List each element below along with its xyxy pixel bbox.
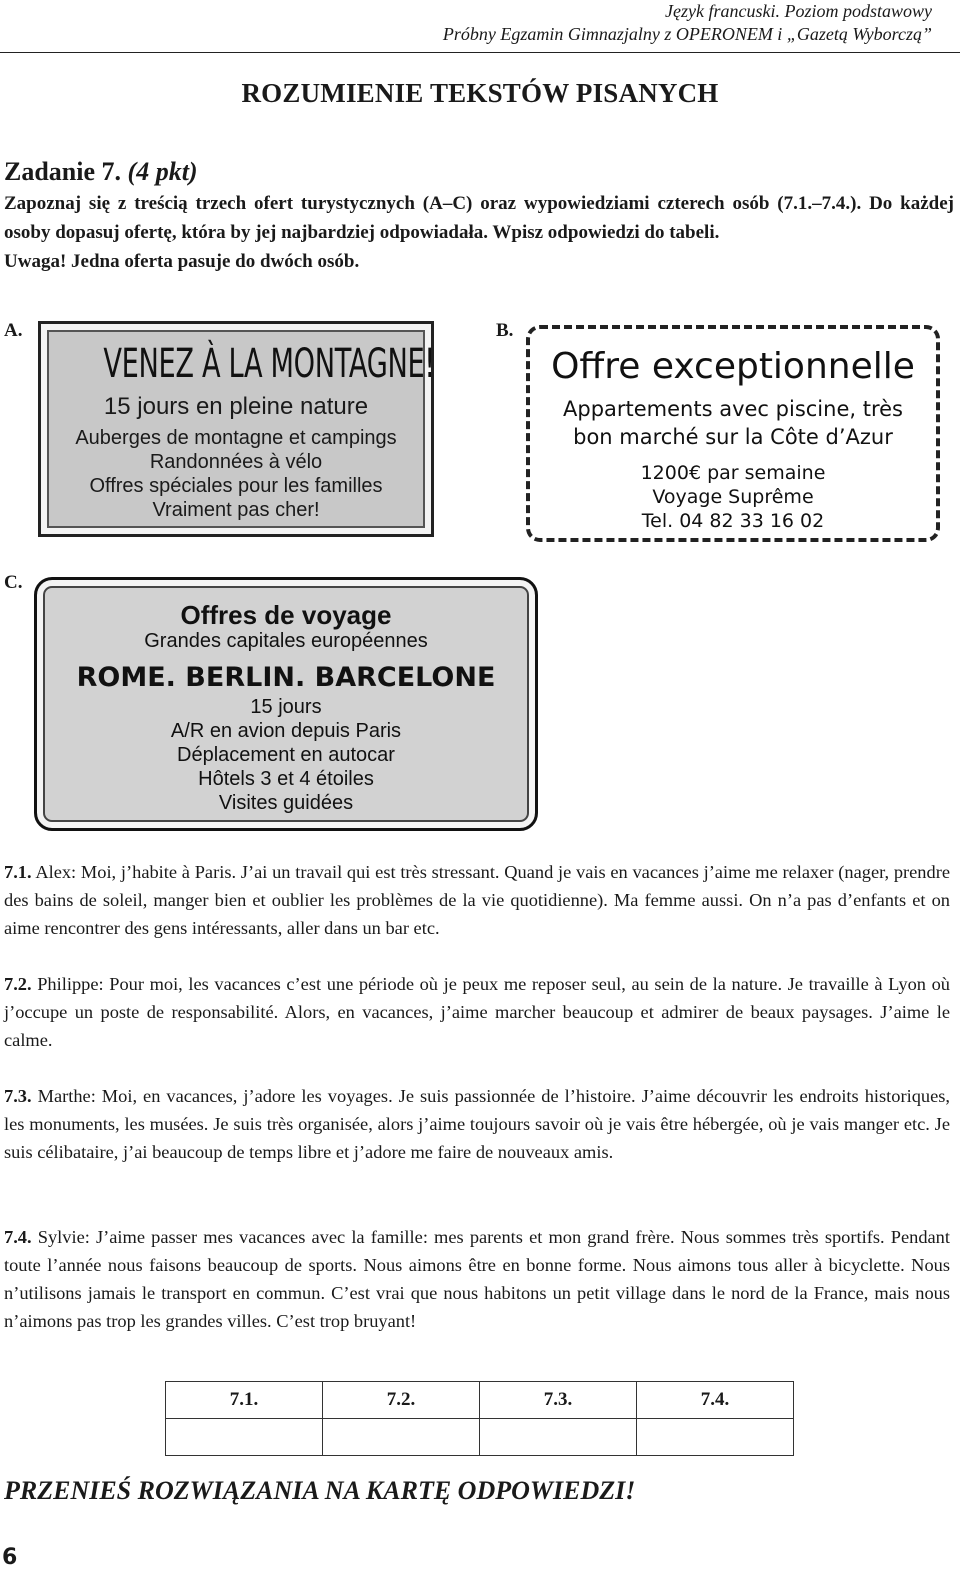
offer-c-line: 15 jours: [250, 696, 322, 718]
statement-text: Marthe: Moi, en vacances, j’adore les voyages. Je suis passionnée de l’histoire. J’aime découvrir les endroits historiques, les monuments, les musées. Je suis très organisée, alors j’aime toujours savoir où je vais être hébergée, où je vais manger etc. Je suis célibataire, j’ai beaucoup de temps libre et j’adore me faire de nouveaux amis.: [4, 1086, 950, 1162]
offer-b-headline: Offre exceptionnelle: [551, 346, 915, 387]
task-points: (4 pkt): [127, 157, 198, 186]
offer-c-letter: C.: [4, 572, 23, 593]
offer-a-line: Offres spéciales pour les familles: [89, 475, 383, 497]
task-number: Zadanie 7.: [4, 157, 122, 186]
header-exam: Próbny Egzamin Gimnazjalny z OPERONEM i „Gazetą Wyborczą”: [442, 24, 932, 44]
offer-c-line: Hôtels 3 et 4 étoiles: [198, 768, 374, 790]
offer-b-box: [526, 325, 940, 542]
statement-7-2: [4, 970, 950, 1054]
offer-c-line: A/R en avion depuis Paris: [170, 720, 402, 742]
task-note: Uwaga! Jedna oferta pasuje do dwóch osób.: [4, 251, 360, 272]
statement-number: 7.4.: [4, 1227, 32, 1247]
answer-cell-7-3[interactable]: [480, 1419, 637, 1456]
offer-a-headline: VENEZ À LA MONTAGNE!: [103, 341, 435, 387]
answer-table: [165, 1381, 794, 1456]
statement-7-3: [4, 1082, 950, 1166]
answer-header-cell: 7.1.: [166, 1382, 323, 1419]
statement-7-4: [4, 1223, 950, 1335]
offer-c-line: Visites guidées: [218, 792, 354, 814]
offer-a-line: Auberges de montagne et campings: [75, 427, 397, 449]
statement-text: Sylvie: J’aime passer mes vacances avec la famille: mes parents et mon grand frère. Nous sommes très sportifs. Pendant toute l’année nous faisons beaucoup de sports. Nous aimons être en bonne forme. Nous aimons tous aller à bicyclette. Nous n’utilisons jamais le transport en commun. C’est vrai que nous habitons un petit village dans le nord de la France, mais nous n’aimons pas trop les grandes villes. C’est trop bruyant!: [4, 1227, 950, 1331]
offer-b-line: 1200€ par semaine: [640, 462, 826, 484]
offer-a-line: Vraiment pas cher!: [152, 499, 320, 521]
answer-cell-7-1[interactable]: [166, 1419, 323, 1456]
footer-instruction: PRZENIEŚ ROZWIĄZANIA NA KARTĘ ODPOWIEDZI!: [4, 1476, 636, 1505]
statement-number: 7.1.: [4, 862, 32, 882]
task-block: [4, 155, 954, 276]
task-instruction: Zapoznaj się z treścią trzech ofert turystycznych (A–C) oraz wypowiedziami czterech osób (7.1.–7.4.). Do każdej osoby dopasuj ofertę, która by jej najbardziej odpowiadała. Wpisz odpowiedzi do tabeli.: [4, 193, 954, 243]
answer-header-cell: 7.3.: [480, 1382, 637, 1419]
answer-header-cell: 7.4.: [637, 1382, 794, 1419]
answer-header-cell: 7.2.: [323, 1382, 480, 1419]
statement-text: Alex: Moi, j’habite à Paris. J’ai un travail qui est très stressant. Quand je vais en vacances j’aime me relaxer (nager, prendre des bains de soleil, manger bien et oublier les problèmes de la vie quotidienne). Ma femme aussi. On n’a pas d’enfants et on aime rencontrer des gens intéressants, aller dans un bar etc.: [4, 862, 950, 938]
header-rule: [0, 52, 960, 53]
offer-b-line: Tel. 04 82 33 16 02: [641, 510, 825, 532]
offer-c-subhead: Grandes capitales européennes: [144, 630, 428, 652]
offer-c-details: [37, 695, 535, 815]
offer-c-box: [34, 577, 538, 831]
offer-a-subhead: 15 jours en pleine nature: [103, 393, 369, 420]
answer-cell-7-2[interactable]: [323, 1419, 480, 1456]
statement-number: 7.3.: [4, 1086, 32, 1106]
offer-b-subhead: [530, 395, 936, 451]
offer-c-headline: Offres de voyage: [180, 600, 392, 630]
page-header: [443, 0, 932, 46]
section-title: ROZUMIENIE TEKSTÓW PISANYCH: [241, 78, 719, 108]
offer-a-line: Randonnées à vélo: [149, 451, 323, 473]
answer-table-input-row: [166, 1419, 794, 1456]
page-number: 6: [2, 1545, 18, 1570]
offer-b-line: Voyage Suprême: [652, 486, 814, 508]
answer-table-header-row: [166, 1382, 794, 1419]
statement-number: 7.2.: [4, 974, 32, 994]
task-title: [4, 155, 954, 189]
offer-a-details: [41, 426, 431, 522]
offer-b-sub-line: bon marché sur la Côte d’Azur: [573, 425, 893, 449]
statement-7-1: [4, 858, 950, 942]
statement-text: Philippe: Pour moi, les vacances c’est une période où je peux me reposer seul, au sein de la nature. Je travaille à Lyon où j’occupe un poste de responsabilité. Alors, en vacances, j’aime marcher beaucoup et admirer de beaux paysages. J’aime le calme.: [4, 974, 950, 1050]
offer-b-details: [530, 461, 936, 533]
offer-b-sub-line: Appartements avec piscine, très: [563, 397, 903, 421]
offer-a-letter: A.: [4, 320, 23, 341]
offer-c-cities: ROME. BERLIN. BARCELONE: [76, 662, 496, 693]
offer-b-letter: B.: [496, 320, 514, 341]
offer-c-line: Déplacement en autocar: [177, 744, 395, 766]
answer-cell-7-4[interactable]: [637, 1419, 794, 1456]
header-subject: Język francuski. Poziom podstawowy: [665, 1, 932, 21]
offer-a-box: [38, 321, 434, 537]
